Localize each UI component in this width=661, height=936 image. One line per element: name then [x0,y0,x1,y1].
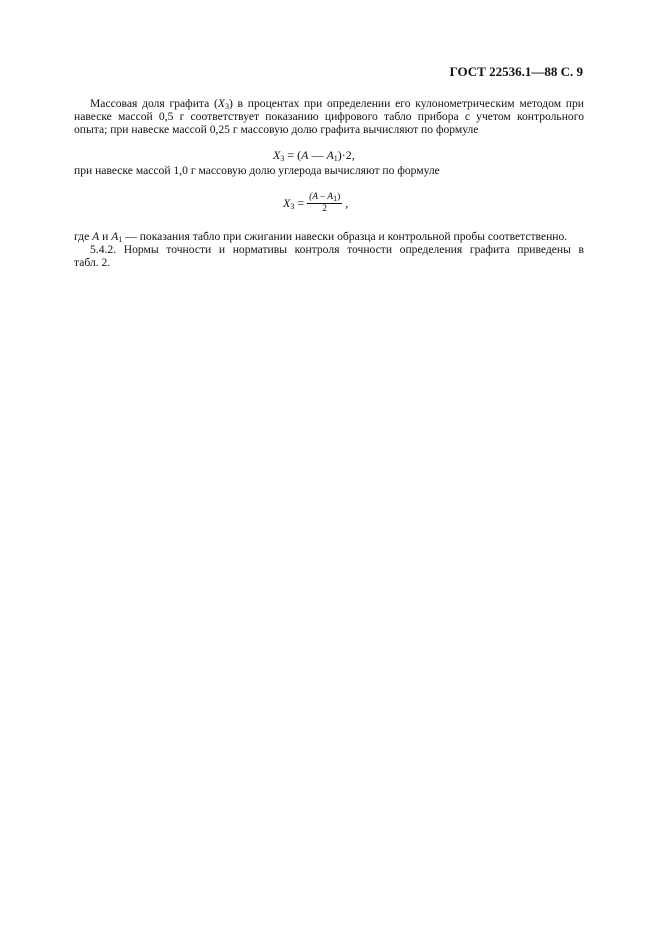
paragraph-line: где A и $A_1$ — показания табло при сжигании навески образца и контрольной пробы соответственно. [74,230,568,244]
page-header: ГОСТ 22536.1—88 С. 9 [449,64,583,79]
paragraph-line: опыта; при навеске массой 0,25 г массовую долю графита вычисляют по формуле [74,123,479,136]
paragraph-line: 5.4.2. Нормы точности и нормативы контроля точности определения графита приведены в [90,243,584,256]
paragraph-line: Массовая доля графита $(X_3)$ в процентах при определении его кулонометрическим методом при [90,97,584,111]
paragraph-line: навеске массой 0,5 г соответствует показанию цифрового табло прибора с учетом контрольного [74,110,584,123]
formula-1: $X_3 = (A$ — $A_1)\cdot 2$, [273,148,355,163]
paragraph-line: табл. 2. [74,256,111,269]
paragraph-line: при навеске массой 1,0 г массовую долю углерода вычисляют по формуле [74,164,440,177]
formula-2: $X_3$ = $\frac{(A - A_1)}{2}$ , [283,192,349,214]
